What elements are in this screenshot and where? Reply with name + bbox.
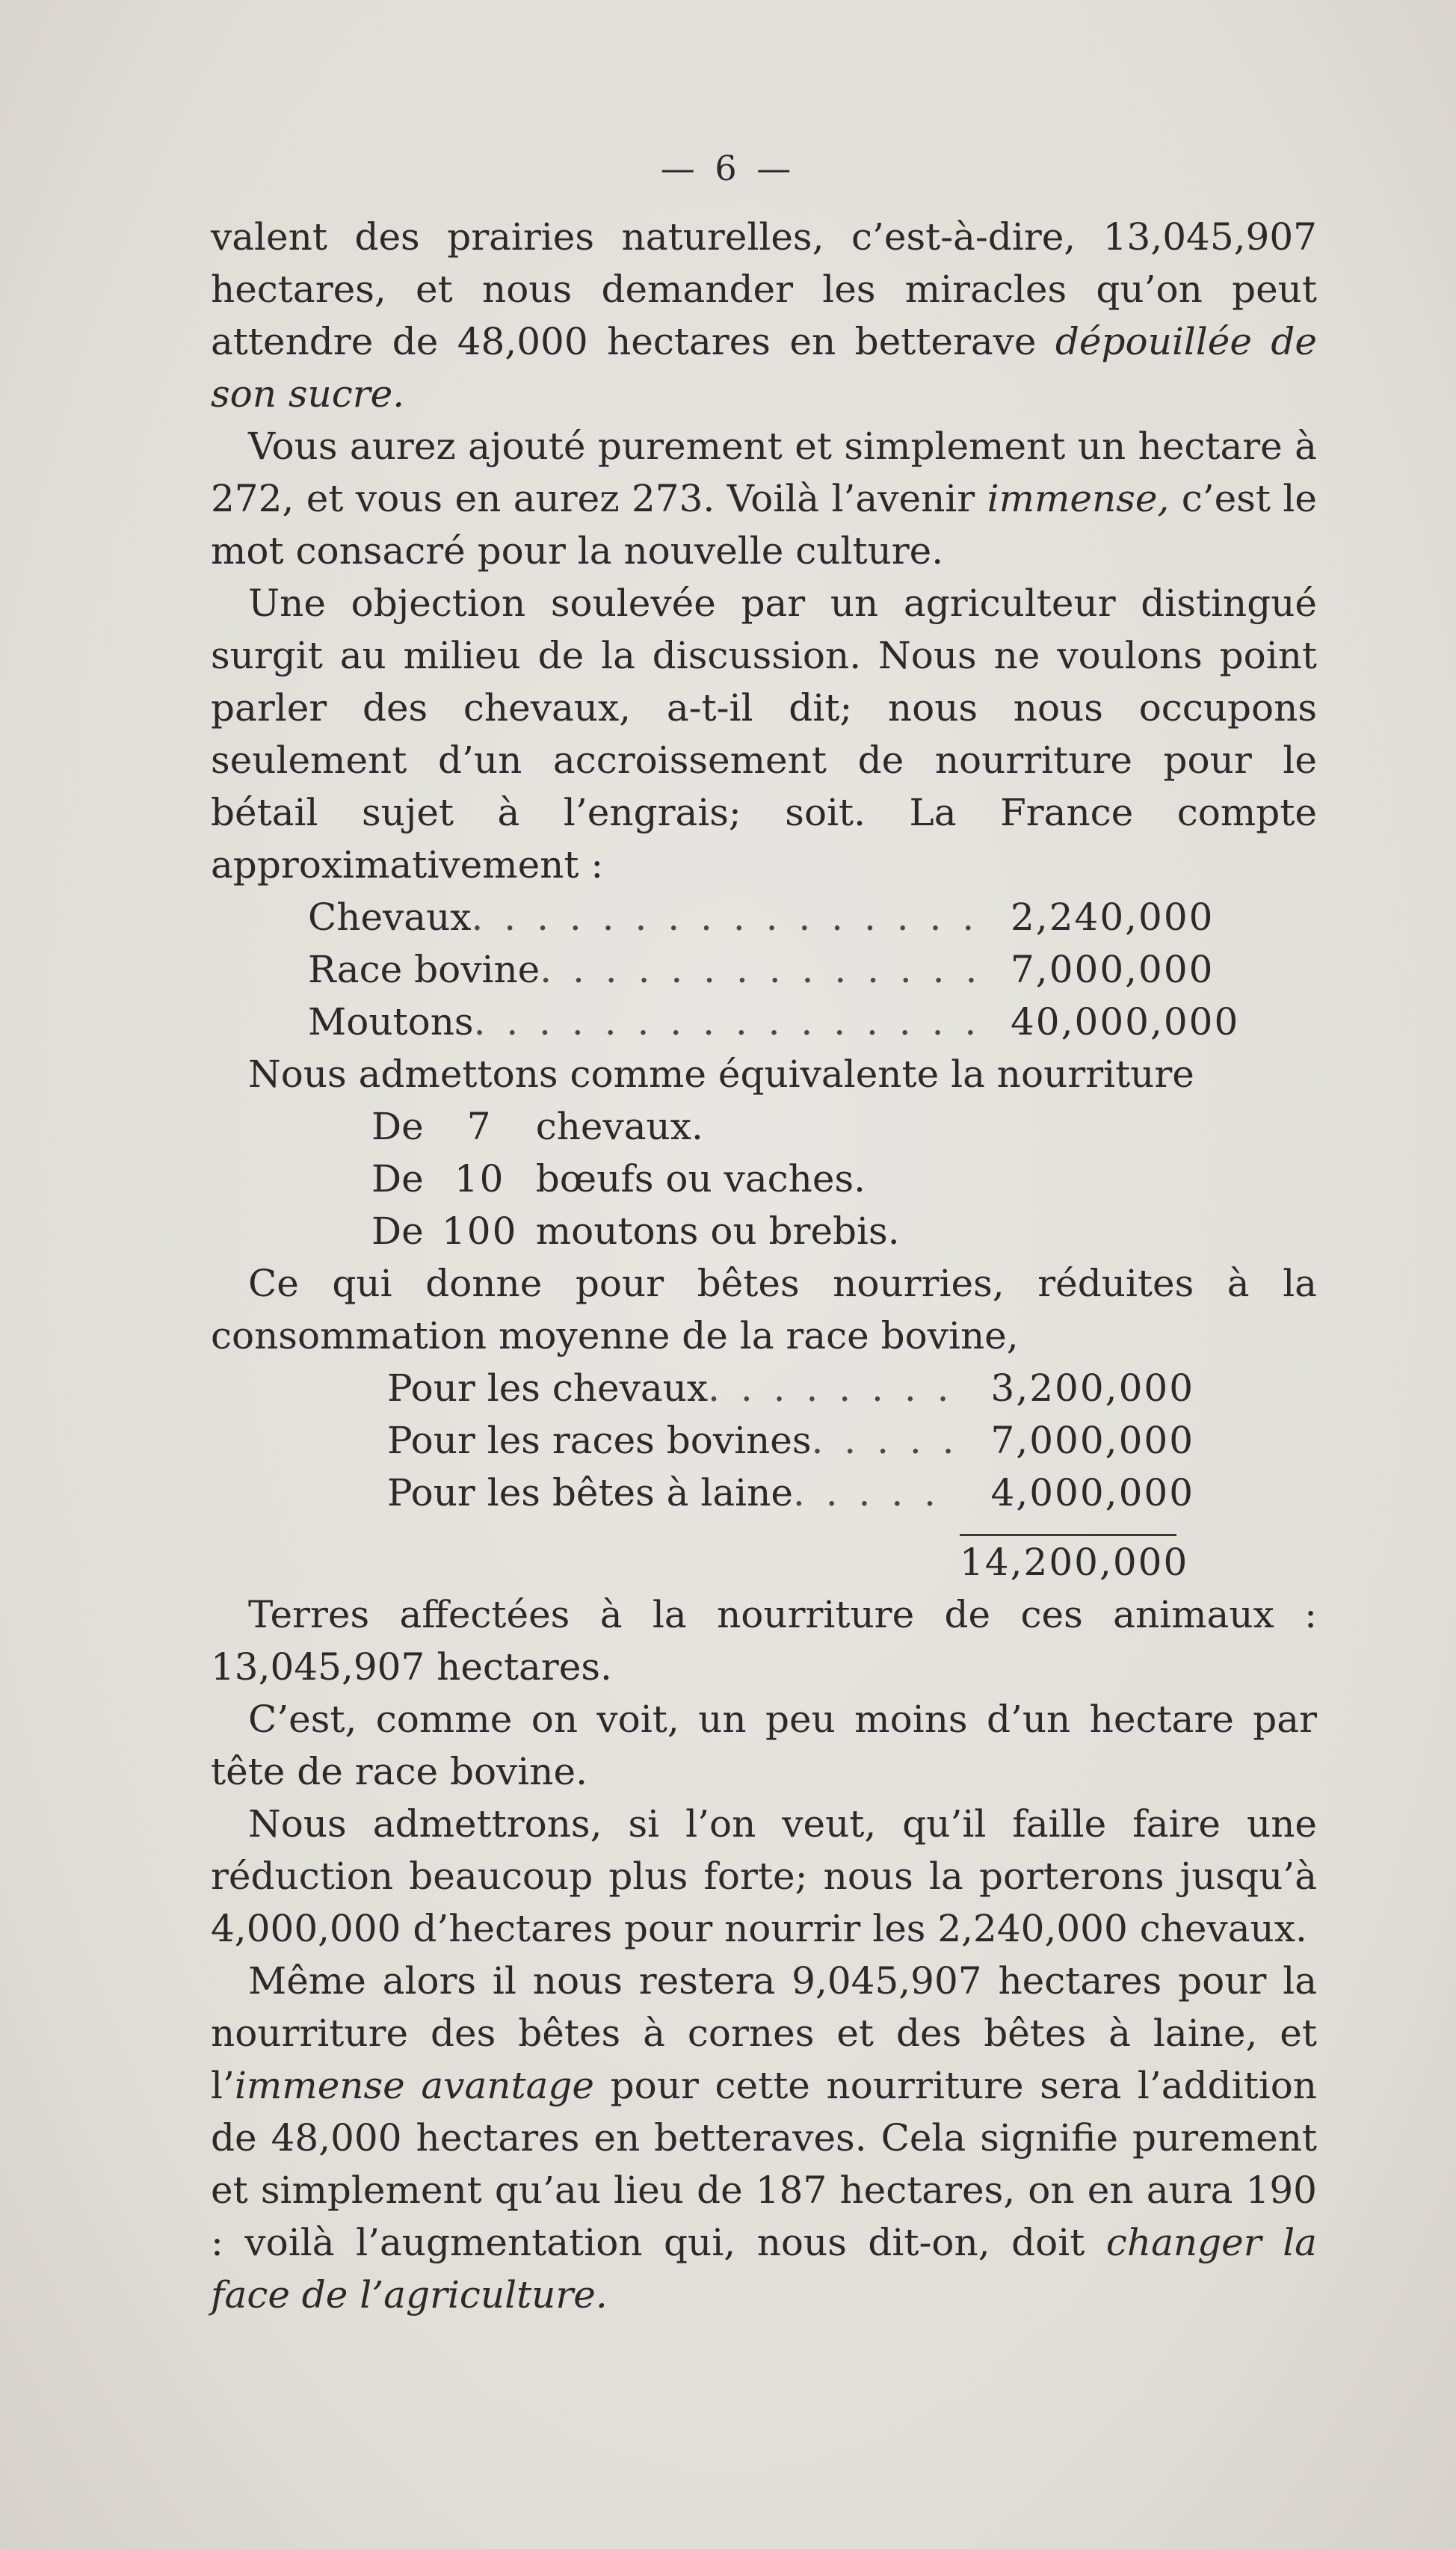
table-row: Race bovine . . . 7,000,000 bbox=[308, 943, 1205, 996]
paragraph-7: C’est, comme on voit, un peu moins d’un hectare par tête de race bovine. bbox=[211, 1698, 1317, 1793]
paragraph-5: Ce qui donne pour bêtes nourries, réduites à la consommation moyenne de la race bovine, bbox=[211, 1262, 1317, 1357]
sum-total: 14,200,000 bbox=[960, 1541, 1189, 1584]
paragraph-9: Même alors il nous restera 9,045,907 hectares pour la nourriture des bêtes à cornes et des bêtes à laine, et l’immense avantage pour cette nourriture sera l’addition de 48,000 hectares en betteraves. Cela signifie purement et simplement qu’au lieu de 187 hectares, on en aura 190 : voilà l’augmentation qui, nous dit-on, doit changer la face de l’agriculture. bbox=[211, 1959, 1317, 2317]
equivalence-list bbox=[371, 1100, 1317, 1257]
table-row: Pour les races bovines . . . 7,000,000 bbox=[387, 1414, 1194, 1467]
reduced-table bbox=[387, 1362, 1194, 1519]
list-item: De 100 moutons ou brebis. bbox=[371, 1209, 900, 1253]
paragraph-2: Vous aurez ajouté purement et simplement un hectare à 272, et vous en aurez 273. Voilà l’avenir immense, c’est le mot consacré pour la nouvelle culture. bbox=[211, 425, 1318, 573]
table-row: Chevaux . . . 2,240,000 bbox=[308, 891, 1205, 943]
paragraph-3: Une objection soulevée par un agriculteur distingué surgit au milieu de la discussion. Nous ne voulons point parler des chevaux, a-t-il dit; nous nous occupons seulement d’un accroissement de nourriture pour le bétail sujet à l’engrais; soit. La France compte approximativement : bbox=[211, 582, 1317, 887]
table-row: Pour les bêtes à laine . . . 4,000,000 bbox=[387, 1467, 1194, 1519]
paragraph-1: valent des prairies naturelles, c’est-à-dire, 13,045,907 hectares, et nous demander les miracles qu’on peut attendre de 48,000 hectares en betterave dépouillée de son sucre. bbox=[211, 215, 1317, 416]
livestock-table bbox=[308, 891, 1240, 1048]
table-row: Pour les chevaux . . . 3,200,000 bbox=[387, 1362, 1194, 1414]
body-text bbox=[211, 211, 1317, 2321]
list-item: De 10 bœufs ou vaches. bbox=[371, 1157, 866, 1200]
paragraph-6: Terres affectées à la nourriture de ces animaux : 13,045,907 hectares. bbox=[211, 1593, 1317, 1689]
list-item: De 7 chevaux. bbox=[371, 1105, 703, 1148]
table-row: Moutons . . . 40,000,000 bbox=[308, 996, 1205, 1048]
paragraph-4: Nous admettons comme équivalente la nourriture bbox=[248, 1052, 1194, 1096]
page-number: — 6 — bbox=[660, 148, 796, 188]
paragraph-8: Nous admettrons, si l’on veut, qu’il faille faire une réduction beaucoup plus forte; nous la porterons jusqu’à 4,000,000 d’hectares pour nourrir les 2,240,000 chevaux. bbox=[211, 1802, 1317, 1950]
